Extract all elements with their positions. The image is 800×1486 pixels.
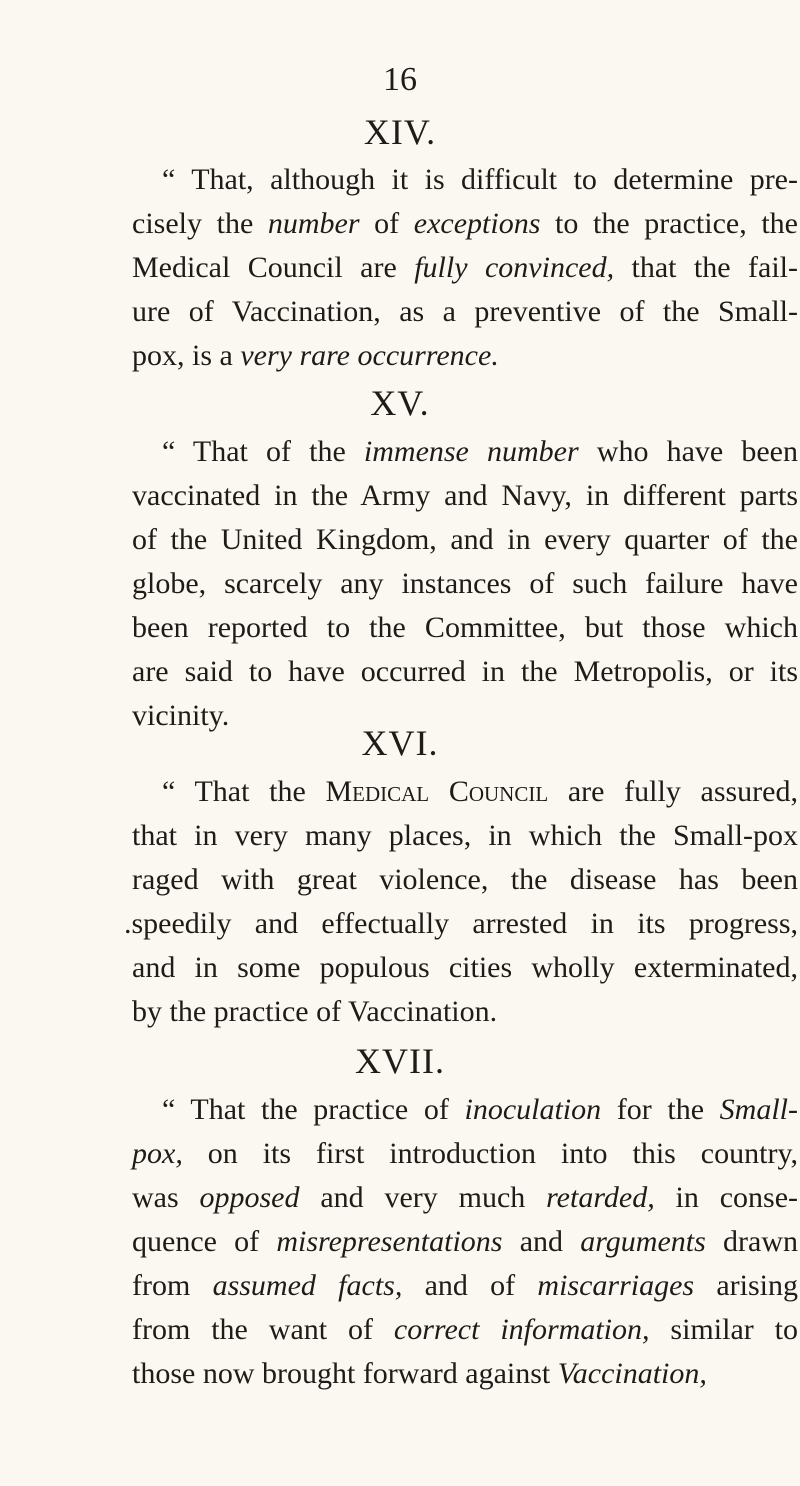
text-line [132,606,798,650]
page-number: 16 [383,61,417,98]
text-run: been reported to the Committee, but those which [132,611,798,644]
text-run: from the want of [132,1313,394,1346]
italic-phrase: assumed facts, [212,1269,403,1302]
small-caps-phrase: Medical Council [325,775,549,808]
text-run: ure of Vaccination, as a preventive of the Small- [132,295,798,328]
text-run: similar to [649,1313,798,1346]
text-run: cisely the [132,207,268,240]
text-line [132,246,798,290]
text-run: vicinity. [132,699,230,732]
text-run: vaccinated in the Army and Navy, in different parts [132,479,798,512]
text-line [132,1308,798,1352]
italic-phrase: inoculation [464,1093,602,1126]
text-run: raged with great violence, the disease has been [132,863,798,896]
text-line [162,1088,798,1132]
text-line [132,334,499,378]
text-run: that in very many places, in which the Small-pox [132,819,798,852]
text-run: on its first introduction into this country, [182,1137,798,1170]
text-run: from [132,1269,213,1302]
text-run: .speedily and effectually arrested in its progress, [124,907,798,940]
text-run: to the practice, the [540,207,798,240]
text-run: pox, is a [132,339,241,372]
text-run: “ That of the [162,435,364,468]
text-line [132,814,798,858]
section-heading: XVI. [361,723,439,763]
text-run: of [359,207,414,240]
text-line [124,902,798,946]
text-line [132,946,798,990]
text-run: and very much [299,1181,547,1214]
text-run: quence of [132,1225,277,1258]
text-run: are said to have occurred in the Metropolis, or its [132,655,798,688]
italic-phrase: very rare occurrence. [240,339,499,372]
text-run: “ That, although it is difficult to determine pre- [162,163,798,196]
text-run: by the practice of Vaccination. [132,995,498,1028]
text-line [132,562,798,606]
italic-phrase: exceptions [413,207,541,240]
text-run: who have been [578,435,798,468]
text-line [162,770,798,814]
text-run: for the [601,1093,720,1126]
text-run: drawn [705,1225,798,1258]
italic-phrase: miscarriages [537,1269,695,1302]
text-run: and in some populous cities wholly exterminated, [132,951,798,984]
text-line [132,1220,798,1264]
italic-phrase: correct information, [393,1313,650,1346]
text-line [132,290,798,334]
italic-phrase: misrepresentations [276,1225,503,1258]
text-line [132,650,798,694]
italic-phrase: Vaccination, [557,1357,707,1390]
text-line [132,1352,707,1396]
text-run: and of [402,1269,538,1302]
italic-phrase: pox, [132,1137,183,1170]
text-line [132,518,798,562]
text-line [132,1176,798,1220]
text-line [132,990,497,1034]
text-line [162,430,798,474]
text-run: in conse- [654,1181,798,1214]
text-line [132,202,798,246]
italic-phrase: retarded, [546,1181,655,1214]
text-run: “ That the practice of [162,1093,465,1126]
text-run: and [502,1225,581,1258]
text-run: was [132,1181,200,1214]
section-heading: XIV. [363,112,437,152]
section-heading: XVII. [355,1041,445,1081]
italic-phrase: opposed [199,1181,300,1214]
text-run: Medical Council are [132,251,415,284]
italic-phrase: immense number [363,435,579,468]
italic-phrase: number [267,207,360,240]
italic-phrase: fully convinced, [414,251,615,284]
text-run: “ That the [162,775,326,808]
text-run: are fully assured, [548,775,798,808]
text-line [132,858,798,902]
text-line [132,1132,798,1176]
text-run: arising [694,1269,798,1302]
text-run: globe, scarcely any instances of such failure have [132,567,798,600]
text-line [162,158,798,202]
text-run: those now brought forward against [132,1357,558,1390]
section-heading: XV. [370,383,430,423]
text-line [132,474,798,518]
text-run: of the United Kingdom, and in every quarter of the [132,523,798,556]
italic-phrase: arguments [580,1225,706,1258]
text-run: that the fail- [614,251,798,284]
italic-phrase: Small- [719,1093,798,1126]
text-line [132,1264,798,1308]
